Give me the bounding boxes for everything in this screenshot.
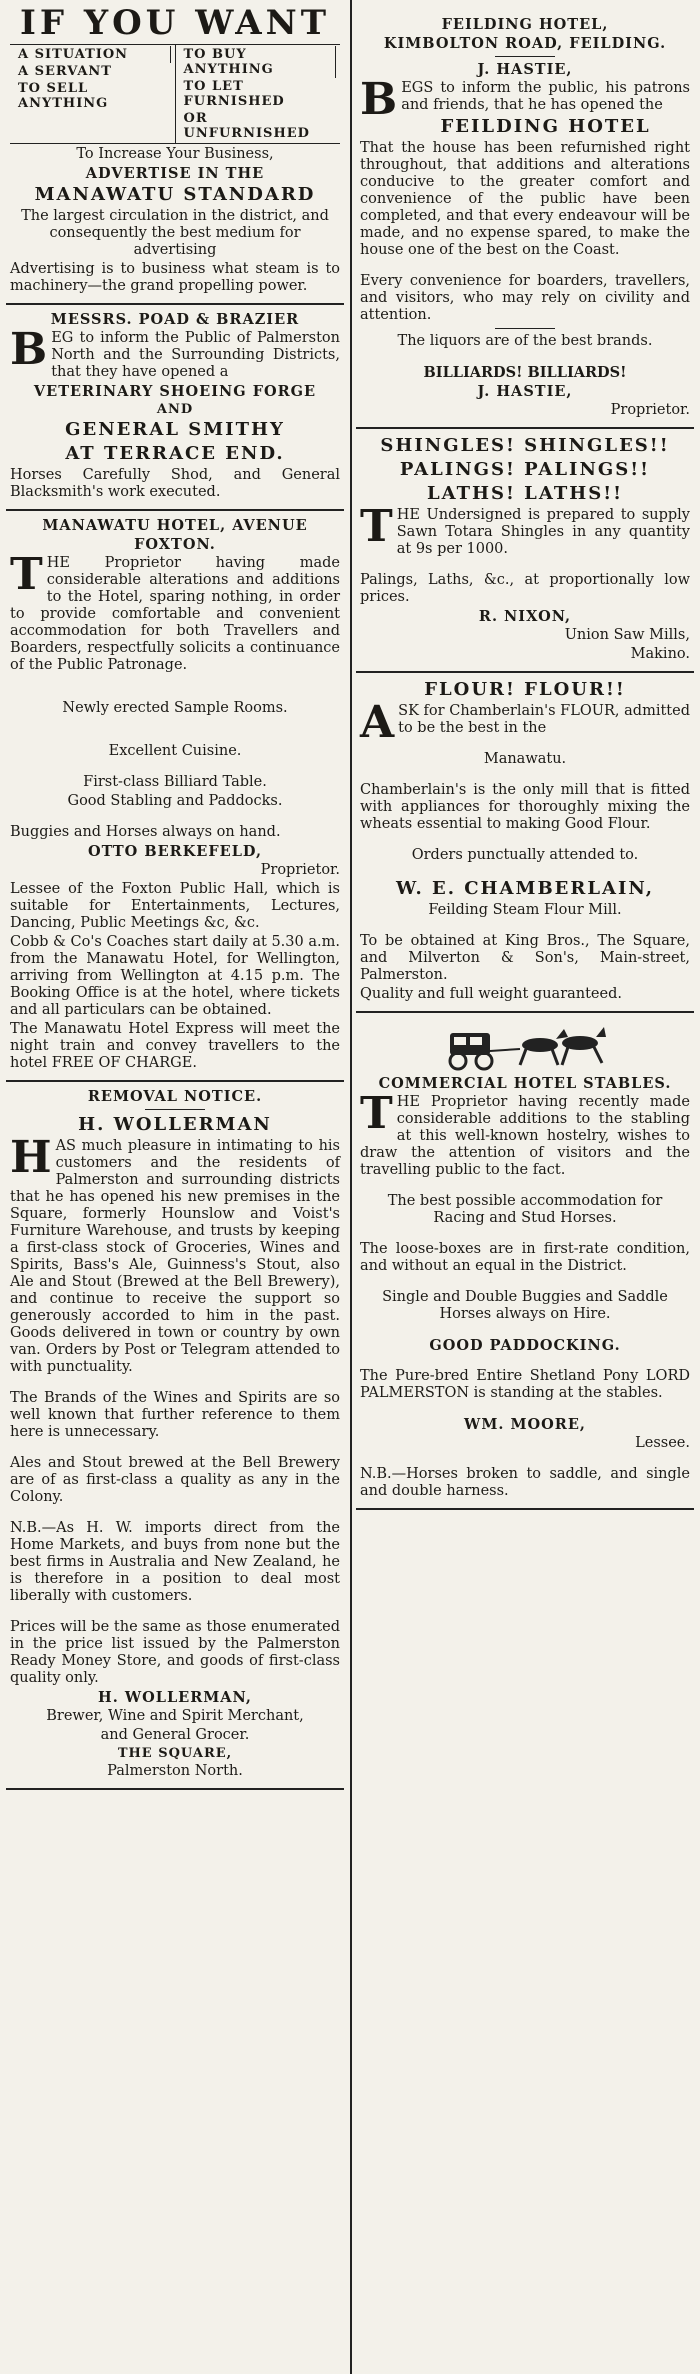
want-situation: A SITUATION (14, 46, 171, 63)
chamberlain-name: W. E. CHAMBERLAIN, (396, 878, 654, 899)
commercial-nb: N.B.—Horses broken to saddle, and single and double harness. (360, 1466, 690, 1499)
commercial-body2: The best possible accommodation for Racing and Stud Horses. (387, 1193, 663, 1226)
circulation-text: The largest circulation in the district, and consequently the best medium for advertising (21, 208, 329, 258)
public-hall: Lessee of the Foxton Public Hall, which is suitable for Entertainments, Lectures, Dancing, Public Meetings &c, &c. (10, 881, 340, 931)
wants-left (10, 45, 176, 143)
feilding-dropcap: B (360, 74, 398, 125)
shingles-dropcap: T (360, 501, 393, 552)
column-rule (350, 0, 352, 2374)
flour-dropcap: A (360, 697, 395, 748)
feilding-body3: Every convenience for boarders, travellers, and visitors, who may rely on civility and attention. (360, 273, 690, 323)
brands-text: The Brands of the Wines and Spirits are so well known that further reference to them here is unnecessary. (10, 1390, 340, 1440)
flour-ad (356, 673, 694, 1013)
wollerman-name: H. WOLLERMAN (78, 1114, 272, 1135)
feilding-body (360, 74, 690, 125)
feilding-body-text: EGS to inform the public, his patrons and friends, that he has opened the (401, 80, 690, 113)
poad-dropcap: B (10, 324, 48, 375)
poad-forge: VETERINARY SHOEING FORGE (33, 383, 317, 400)
poad-brazier-ad (6, 305, 344, 511)
stabling: Good Stabling and Paddocks. (67, 793, 283, 809)
shingles-body (360, 501, 690, 558)
nb-text: N.B.—As H. W. imports direct from the Home Markets, and buys from none but the best firms in Australia and New Zealand, he is therefore in a position to deal most liberally with customers. (10, 1520, 340, 1604)
want-let-furnished: TO LET FURNISHED (183, 79, 285, 109)
feilding-hotel-ad (356, 0, 694, 429)
feilding-road: KIMBOLTON ROAD, FEILDING. (383, 35, 667, 52)
want-sell: TO SELL ANYTHING (18, 81, 109, 111)
billiards: BILLIARDS! BILLIARDS! (423, 364, 627, 381)
removal-notice-ad (6, 1082, 344, 1790)
nixon-makino: Makino. (630, 646, 690, 662)
moore-name: WM. MOORE, (464, 1416, 586, 1433)
buggies: Buggies and Horses always on hand. (10, 824, 281, 840)
wollerman-sig-place1: THE SQUARE, (117, 1746, 233, 1761)
feilding-liquors: The liquors are of the best brands. (397, 333, 653, 349)
wants-box (10, 44, 340, 144)
want-servant: A SERVANT (18, 64, 112, 79)
want-buy: TO BUY ANYTHING (180, 46, 337, 78)
poad-body (10, 324, 340, 381)
manawatu-dropcap: T (10, 549, 43, 600)
hastie-sig-name: J. HASTIE, (477, 383, 573, 400)
poad-body-text: EG to inform the Public of Palmerston North and the Surrounding Districts, that they have opened a (51, 330, 340, 380)
sample-rooms: Newly erected Sample Rooms. (62, 700, 288, 716)
manawatu-hotel-ad (6, 511, 344, 1082)
berkefeld-name: OTTO BERKEFELD, (87, 843, 263, 860)
coaches: Cobb & Co's Coaches start daily at 5.30 a.m. from the Manawatu Hotel, for Wellington, arriving from Wellington at 4.15 p.m. The Booking Office is at the hotel, where tickets and all particulars can be obtained. (10, 934, 340, 1018)
billiard-table: First-class Billiard Table. (83, 774, 267, 790)
manawatu-body-text: HE Proprietor having made considerable alterations and additions to the Hotel, sparing nothing, in order to provide comfortable and convenient accommodation for both Travellers and Boarders, respectfully solicits a continuance of the Public Patronage. (10, 555, 340, 673)
removal-body (10, 1132, 340, 1376)
hastie-name: J. HASTIE, (477, 61, 573, 78)
removal-title: REMOVAL NOTICE. (87, 1088, 263, 1105)
manawatu-foxton: FOXTON. (134, 536, 216, 553)
palings-title: PALINGS! PALINGS!! (399, 459, 651, 480)
manawatu-body (10, 549, 340, 674)
shingles-ad (356, 429, 694, 673)
commercial-dropcap: T (360, 1088, 393, 1139)
cuisine: Excellent Cuisine. (108, 743, 242, 759)
berkefeld-role: Proprietor. (260, 862, 340, 878)
coach-cut-icon (360, 1025, 690, 1071)
poad-terrace: AT TERRACE END. (65, 443, 285, 464)
commercial-title: COMMERCIAL HOTEL STABLES. (378, 1075, 672, 1092)
poad-title: MESSRS. POAD & BRAZIER (50, 311, 300, 328)
removal-dropcap: H (10, 1132, 52, 1183)
nixon-mills: Union Saw Mills, (564, 627, 690, 643)
moore-role: Lessee. (635, 1435, 690, 1451)
laths-title: LATHS! LATHS!! (426, 483, 624, 504)
coach-and-horses-icon (440, 1025, 610, 1071)
commercial-body3: The loose-boxes are in first-rate condition, and without an equal in the District. (360, 1241, 690, 1274)
feilding-title: FEILDING HOTEL, (441, 16, 609, 33)
flour-obtain: To be obtained at King Bros., The Square, and Milverton & Son's, Main-street, Palmerston. (360, 933, 690, 983)
flour-body (360, 697, 690, 748)
right-column (356, 0, 694, 2374)
left-column (6, 0, 344, 2374)
poad-and: AND (156, 402, 194, 417)
shingles-body-text: HE Undersigned is prepared to supply Sawn Totara Shingles in any quantity at 9s per 1000. (396, 507, 690, 557)
flour-title: FLOUR! FLOUR!! (424, 679, 626, 700)
poad-smithy: GENERAL SMITHY (65, 419, 285, 440)
hotel-express: The Manawatu Hotel Express will meet the night train and convey travellers to the hotel FREE OF CHARGE. (10, 1021, 340, 1071)
flour-orders: Orders punctually attended to. (411, 847, 639, 863)
flour-body2: Chamberlain's is the only mill that is fitted with appliances for thoroughly mixing the wheats essential to making Good Flour. (360, 782, 690, 832)
commercial-body (360, 1088, 690, 1179)
wollerman-sig-role2: and General Grocer. (100, 1727, 250, 1743)
if-you-want-ad (6, 0, 344, 305)
flour-quality: Quality and full weight guaranteed. (360, 986, 622, 1002)
increase-line: To Increase Your Business, (76, 146, 274, 162)
commercial-body4: Single and Double Buggies and Saddle Horses always on Hire. (382, 1289, 668, 1322)
wollerman-sig-role1: Brewer, Wine and Spirit Merchant, (46, 1708, 304, 1724)
good-paddocking: GOOD PADDOCKING. (429, 1337, 621, 1354)
shingles-title: SHINGLES! SHINGLES!! (380, 435, 670, 456)
ales-text: Ales and Stout brewed at the Bell Brewery are of as first-class a quality as any in the Colony. (10, 1455, 340, 1505)
nixon-name: R. NIXON, (478, 608, 572, 625)
steam-tagline: Advertising is to business what steam is to machinery—the grand propelling power. (10, 261, 340, 294)
standard-title: MANAWATU STANDARD (34, 184, 316, 205)
wollerman-sig-name: H. WOLLERMAN, (98, 1689, 252, 1706)
shingles-body2: Palings, Laths, &c., at proportionally low prices. (360, 572, 690, 605)
manawatu-title: MANAWATU HOTEL, AVENUE (42, 517, 308, 534)
prices-text: Prices will be the same as those enumerated in the price list issued by the Palmerston Ready Money Store, and goods of first-class quality only. (10, 1619, 340, 1686)
feilding-body2: That the house has been refurnished right throughout, that additions and alterations conducive to the greater comfort and convenience of the public have been completed, and that every endeavour will be made, and no expense spared, to make the house one of the best on the Coast. (360, 140, 690, 258)
poad-footer: Horses Carefully Shod, and General Blacksmith's work executed. (10, 467, 340, 500)
removal-body-text: AS much pleasure in intimating to his customers and the residents of Palmerston and surrounding districts that he has opened his new premises in the Square, formerly Hounslow and Voist's Furniture Warehouse, and trusts by keeping a first-class stock of Groceries, Wines and Spirits, Bass's Ale, Guinness's Stout, also Ale and Stout (Brewed at the Bell Brewery), and continue to receive the support so generously accorded to him in the past. Goods delivered in town or country by own van. Orders by Post or Telegram attended to with punctuality. (10, 1138, 340, 1375)
advertise-line: ADVERTISE IN THE (85, 165, 265, 182)
wants-right (176, 45, 341, 143)
if-you-want-headline: IF YOU WANT (19, 3, 331, 43)
commercial-stables-ad (356, 1013, 694, 1510)
feilding-hotel-name: FEILDING HOTEL (440, 116, 651, 137)
shetland-pony: The Pure-bred Entire Shetland Pony LORD PALMERSTON is standing at the stables. (360, 1368, 690, 1401)
flour-body-text: SK for Chamberlain's FLOUR, admitted to be the best in the (398, 703, 690, 736)
chamberlain-mill: Feilding Steam Flour Mill. (428, 902, 622, 918)
hastie-sig-role: Proprietor. (610, 402, 690, 418)
flour-region: Manawatu. (483, 751, 567, 767)
want-unfurnished: OR UNFURNISHED (183, 111, 310, 141)
commercial-body-text: HE Proprietor having recently made considerable additions to the stabling at this well-known hostelry, wishes to draw the attention of visitors and the travelling public to the fact. (360, 1094, 690, 1178)
wollerman-sig-place2: Palmerston North. (107, 1763, 243, 1779)
